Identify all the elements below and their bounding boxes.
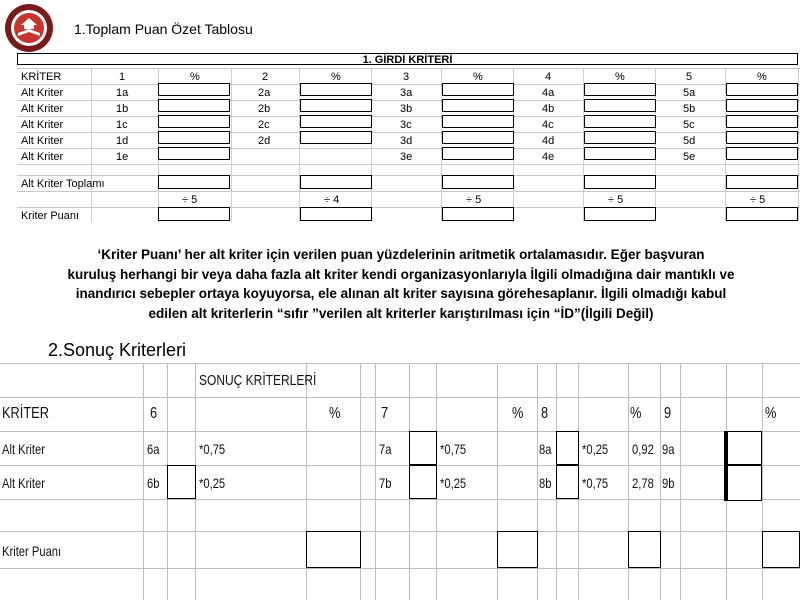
weight-value: *0,75 (199, 441, 226, 457)
percent-input[interactable] (726, 83, 798, 96)
sub-criterion: 1e (116, 151, 129, 163)
header-4: 4 (545, 71, 552, 83)
sub-criterion: 2a (258, 87, 271, 99)
percent-input[interactable] (300, 115, 372, 128)
girdi-kriteri-table (17, 53, 800, 222)
score-input[interactable] (628, 531, 661, 568)
table-row (17, 191, 800, 208)
sub-criterion: 3a (400, 87, 413, 99)
sub-criterion: 4b (542, 103, 555, 115)
table-row (17, 132, 800, 149)
weight-value: *0,25 (199, 475, 226, 491)
sub-criterion: 5d (683, 135, 696, 147)
score-input[interactable] (762, 531, 800, 568)
sub-criterion: 1d (116, 135, 129, 147)
row-label: Alt Kriter (21, 119, 64, 131)
table1-header-row (17, 68, 800, 85)
score-value: 0,92 (632, 441, 654, 457)
total-input[interactable] (158, 175, 230, 189)
sub-criterion: 7b (379, 475, 392, 491)
input-box[interactable] (724, 465, 762, 501)
score-label: Kriter Puanı (21, 210, 80, 222)
percent-input[interactable] (300, 99, 372, 112)
sub-criterion: 5c (683, 119, 695, 131)
percent-input[interactable] (726, 99, 798, 112)
percent-input[interactable] (300, 131, 372, 144)
paragraph-line: inandırıcı sebepler ortaya koyuyorsa, ele alınan alt kriter sayısına görehesaplanır. İlgili olmadığı kabul (75, 286, 727, 301)
percent-input[interactable] (158, 115, 230, 128)
header-percent: % (512, 405, 524, 422)
table-row (17, 100, 800, 117)
header-kriter: KRİTER (21, 71, 62, 83)
total-input[interactable] (442, 175, 514, 189)
sub-criterion: 2c (258, 119, 270, 131)
divisor: ÷ 5 (182, 194, 198, 206)
header-percent: % (190, 71, 200, 83)
score-input[interactable] (497, 531, 538, 568)
input-box[interactable] (409, 465, 437, 499)
table2-title: SONUÇ KRİTERLERİ (199, 372, 317, 389)
sub-criterion: 7a (379, 441, 392, 457)
header-percent: % (473, 71, 483, 83)
sub-criterion: 3c (400, 119, 412, 131)
sub-criterion: 4c (542, 119, 554, 131)
table-row (17, 207, 800, 224)
weight-value: *0,75 (582, 475, 609, 491)
sub-criterion: 4e (542, 151, 555, 163)
weight-value: *0,25 (582, 441, 609, 457)
section2-title: 2.Sonuç Kriterleri (48, 340, 187, 360)
sub-criterion: 5b (683, 103, 696, 115)
input-box[interactable] (409, 431, 437, 465)
table-row (17, 84, 800, 101)
table1-title: 1. GİRDİ KRİTERİ (17, 53, 798, 65)
percent-input[interactable] (158, 99, 230, 112)
institution-logo (4, 3, 54, 53)
sub-criterion: 2b (258, 103, 271, 115)
sub-criterion: 8a (539, 441, 552, 457)
header-6: 6 (150, 405, 158, 422)
total-input[interactable] (300, 175, 372, 189)
row-label: Alt Kriter (2, 475, 45, 491)
sub-criterion: 4d (542, 135, 555, 147)
total-input[interactable] (584, 175, 656, 189)
header-percent: % (331, 71, 341, 83)
percent-input[interactable] (584, 83, 656, 96)
total-input[interactable] (726, 175, 798, 189)
score-input[interactable] (726, 207, 798, 221)
percent-input[interactable] (442, 115, 514, 128)
score-input[interactable] (306, 531, 361, 568)
grid-line (143, 363, 144, 600)
total-label: Alt Kriter Toplamı (21, 178, 105, 190)
weight-value: *0,25 (440, 475, 467, 491)
paragraph-line: edilen alt kriterlerin “sıfır ”verilen alt kriterler karıştırılması için “İD”(İlgili Değil) (148, 305, 654, 321)
percent-input[interactable] (726, 115, 798, 128)
score-input[interactable] (442, 207, 514, 221)
header-percent: % (615, 71, 625, 83)
paragraph-line: ‘Kriter Puanı’ her alt kriter için verilen puan yüzdelerinin aritmetik ortalamasıdır. Eğer başvuran (97, 247, 705, 262)
percent-input[interactable] (300, 83, 372, 96)
input-box[interactable] (556, 431, 579, 465)
divisor: ÷ 4 (324, 194, 340, 206)
score-input[interactable] (158, 207, 230, 221)
sub-criterion: 9a (662, 441, 675, 457)
header-percent: % (765, 405, 777, 422)
sub-criterion: 1b (116, 103, 129, 115)
sub-criterion: 1c (116, 119, 128, 131)
header-2: 2 (262, 71, 269, 83)
divisor: ÷ 5 (608, 194, 624, 206)
sub-criterion: 3d (400, 135, 413, 147)
sub-criterion: 9b (662, 475, 675, 491)
header-5: 5 (686, 71, 693, 83)
header-percent: % (757, 71, 767, 83)
header-9: 9 (664, 405, 672, 422)
percent-input[interactable] (442, 99, 514, 112)
section1-title: 1.Toplam Puan Özet Tablosu (74, 21, 253, 37)
row-label: Alt Kriter (21, 103, 64, 115)
row-label: Alt Kriter (2, 441, 45, 457)
sonuc-kriterleri-table (0, 363, 800, 600)
score-input[interactable] (300, 207, 372, 221)
header-1: 1 (119, 71, 126, 83)
sub-criterion: 8b (539, 475, 552, 491)
input-box[interactable] (724, 431, 762, 465)
percent-input[interactable] (442, 147, 514, 160)
sub-criterion: 4a (542, 87, 555, 99)
sub-criterion: 3b (400, 103, 413, 115)
row-label: Alt Kriter (21, 87, 64, 99)
percent-input[interactable] (726, 131, 798, 144)
divisor: ÷ 5 (750, 194, 766, 206)
header-8: 8 (541, 405, 549, 422)
row-label: Alt Kriter (21, 135, 64, 147)
input-box[interactable] (556, 465, 579, 499)
paragraph-line: kuruluş herhangi bir veya daha fazla alt kriter kendi organizasyonlarıyla İlgili olmadığına dair mantıklı ve (67, 266, 735, 282)
sub-criterion: 3e (400, 151, 413, 163)
sub-criterion: 2d (258, 135, 271, 147)
header-3: 3 (403, 71, 410, 83)
percent-input[interactable] (158, 83, 230, 96)
table-row (17, 148, 800, 165)
percent-input[interactable] (442, 131, 514, 144)
explanation-paragraph (8, 245, 794, 323)
input-box[interactable] (167, 465, 196, 499)
sub-criterion: 5a (683, 87, 696, 99)
percent-input[interactable] (158, 131, 230, 144)
row-label: Alt Kriter (21, 151, 64, 163)
sub-criterion: 1a (116, 87, 129, 99)
sub-criterion: 6b (147, 475, 160, 491)
header-percent: % (630, 405, 642, 422)
divisor: ÷ 5 (466, 194, 482, 206)
header-percent: % (329, 405, 341, 422)
sub-criterion: 6a (147, 441, 160, 457)
table-row (17, 175, 800, 192)
percent-input[interactable] (158, 147, 230, 160)
sub-criterion: 5e (683, 151, 696, 163)
score-label: Kriter Puanı (2, 543, 62, 559)
grid-line (680, 363, 681, 600)
grid-line (375, 363, 376, 600)
weight-value: *0,75 (440, 441, 467, 457)
score-value: 2,78 (632, 475, 654, 491)
score-input[interactable] (584, 207, 656, 221)
percent-input[interactable] (726, 147, 798, 160)
header-kriter: KRİTER (2, 405, 49, 422)
percent-input[interactable] (584, 131, 656, 144)
percent-input[interactable] (584, 147, 656, 160)
percent-input[interactable] (442, 83, 514, 96)
percent-input[interactable] (584, 99, 656, 112)
table-row (17, 116, 800, 133)
percent-input[interactable] (584, 115, 656, 128)
header-7: 7 (381, 405, 389, 422)
